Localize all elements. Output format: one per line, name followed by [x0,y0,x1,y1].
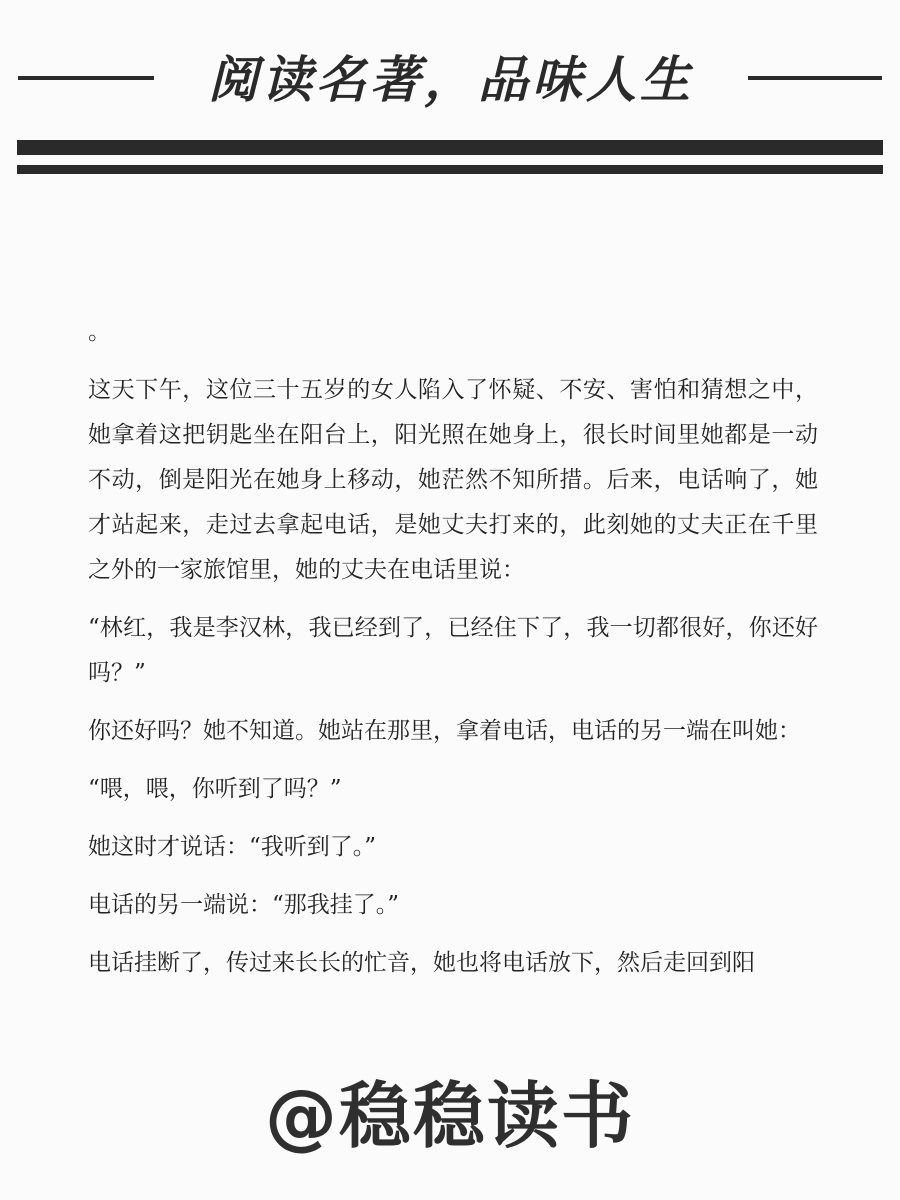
paragraph: 你还好吗？她不知道。她站在那里，拿着电话，电话的另一端在叫她： [88,718,801,744]
paragraph: “林红，我是李汉林，我已经到了，已经住下了，我一切都很好，你还好吗？” [88,615,818,686]
header-divider-thin [17,165,883,174]
paragraph: 。 [88,319,111,345]
title-right-rule [748,76,882,80]
page-title: 阅读名著，品味人生 [208,50,694,109]
header-divider-thick [17,140,883,155]
article-body [88,310,818,999]
paragraph: 她这时才说话：“我听到了。” [88,834,377,860]
paragraph: 电话的另一端说：“那我挂了。” [88,892,400,918]
paragraph: 电话挂断了，传过来长长的忙音，她也将电话放下，然后走回到阳 [88,950,755,976]
page-header [0,40,900,120]
paragraph: 这天下午，这位三十五岁的女人陷入了怀疑、不安、害怕和猜想之中，她拿着这把钥匙坐在阳台上，阳光照在她身上，很长时间里她都是一动不动，倒是阳光在她身上移动，她茫然不知所措。后来，电话响了，她才站起来，走过去拿起电话，是她丈夫打来的，此刻她的丈夫正在千里之外的一家旅馆里，她的丈夫在电话里说： [88,377,818,583]
title-left-rule [18,76,154,80]
paragraph: “喂，喂，你听到了吗？” [88,776,342,802]
watermark-handle: @稳稳读书 [264,1074,635,1158]
